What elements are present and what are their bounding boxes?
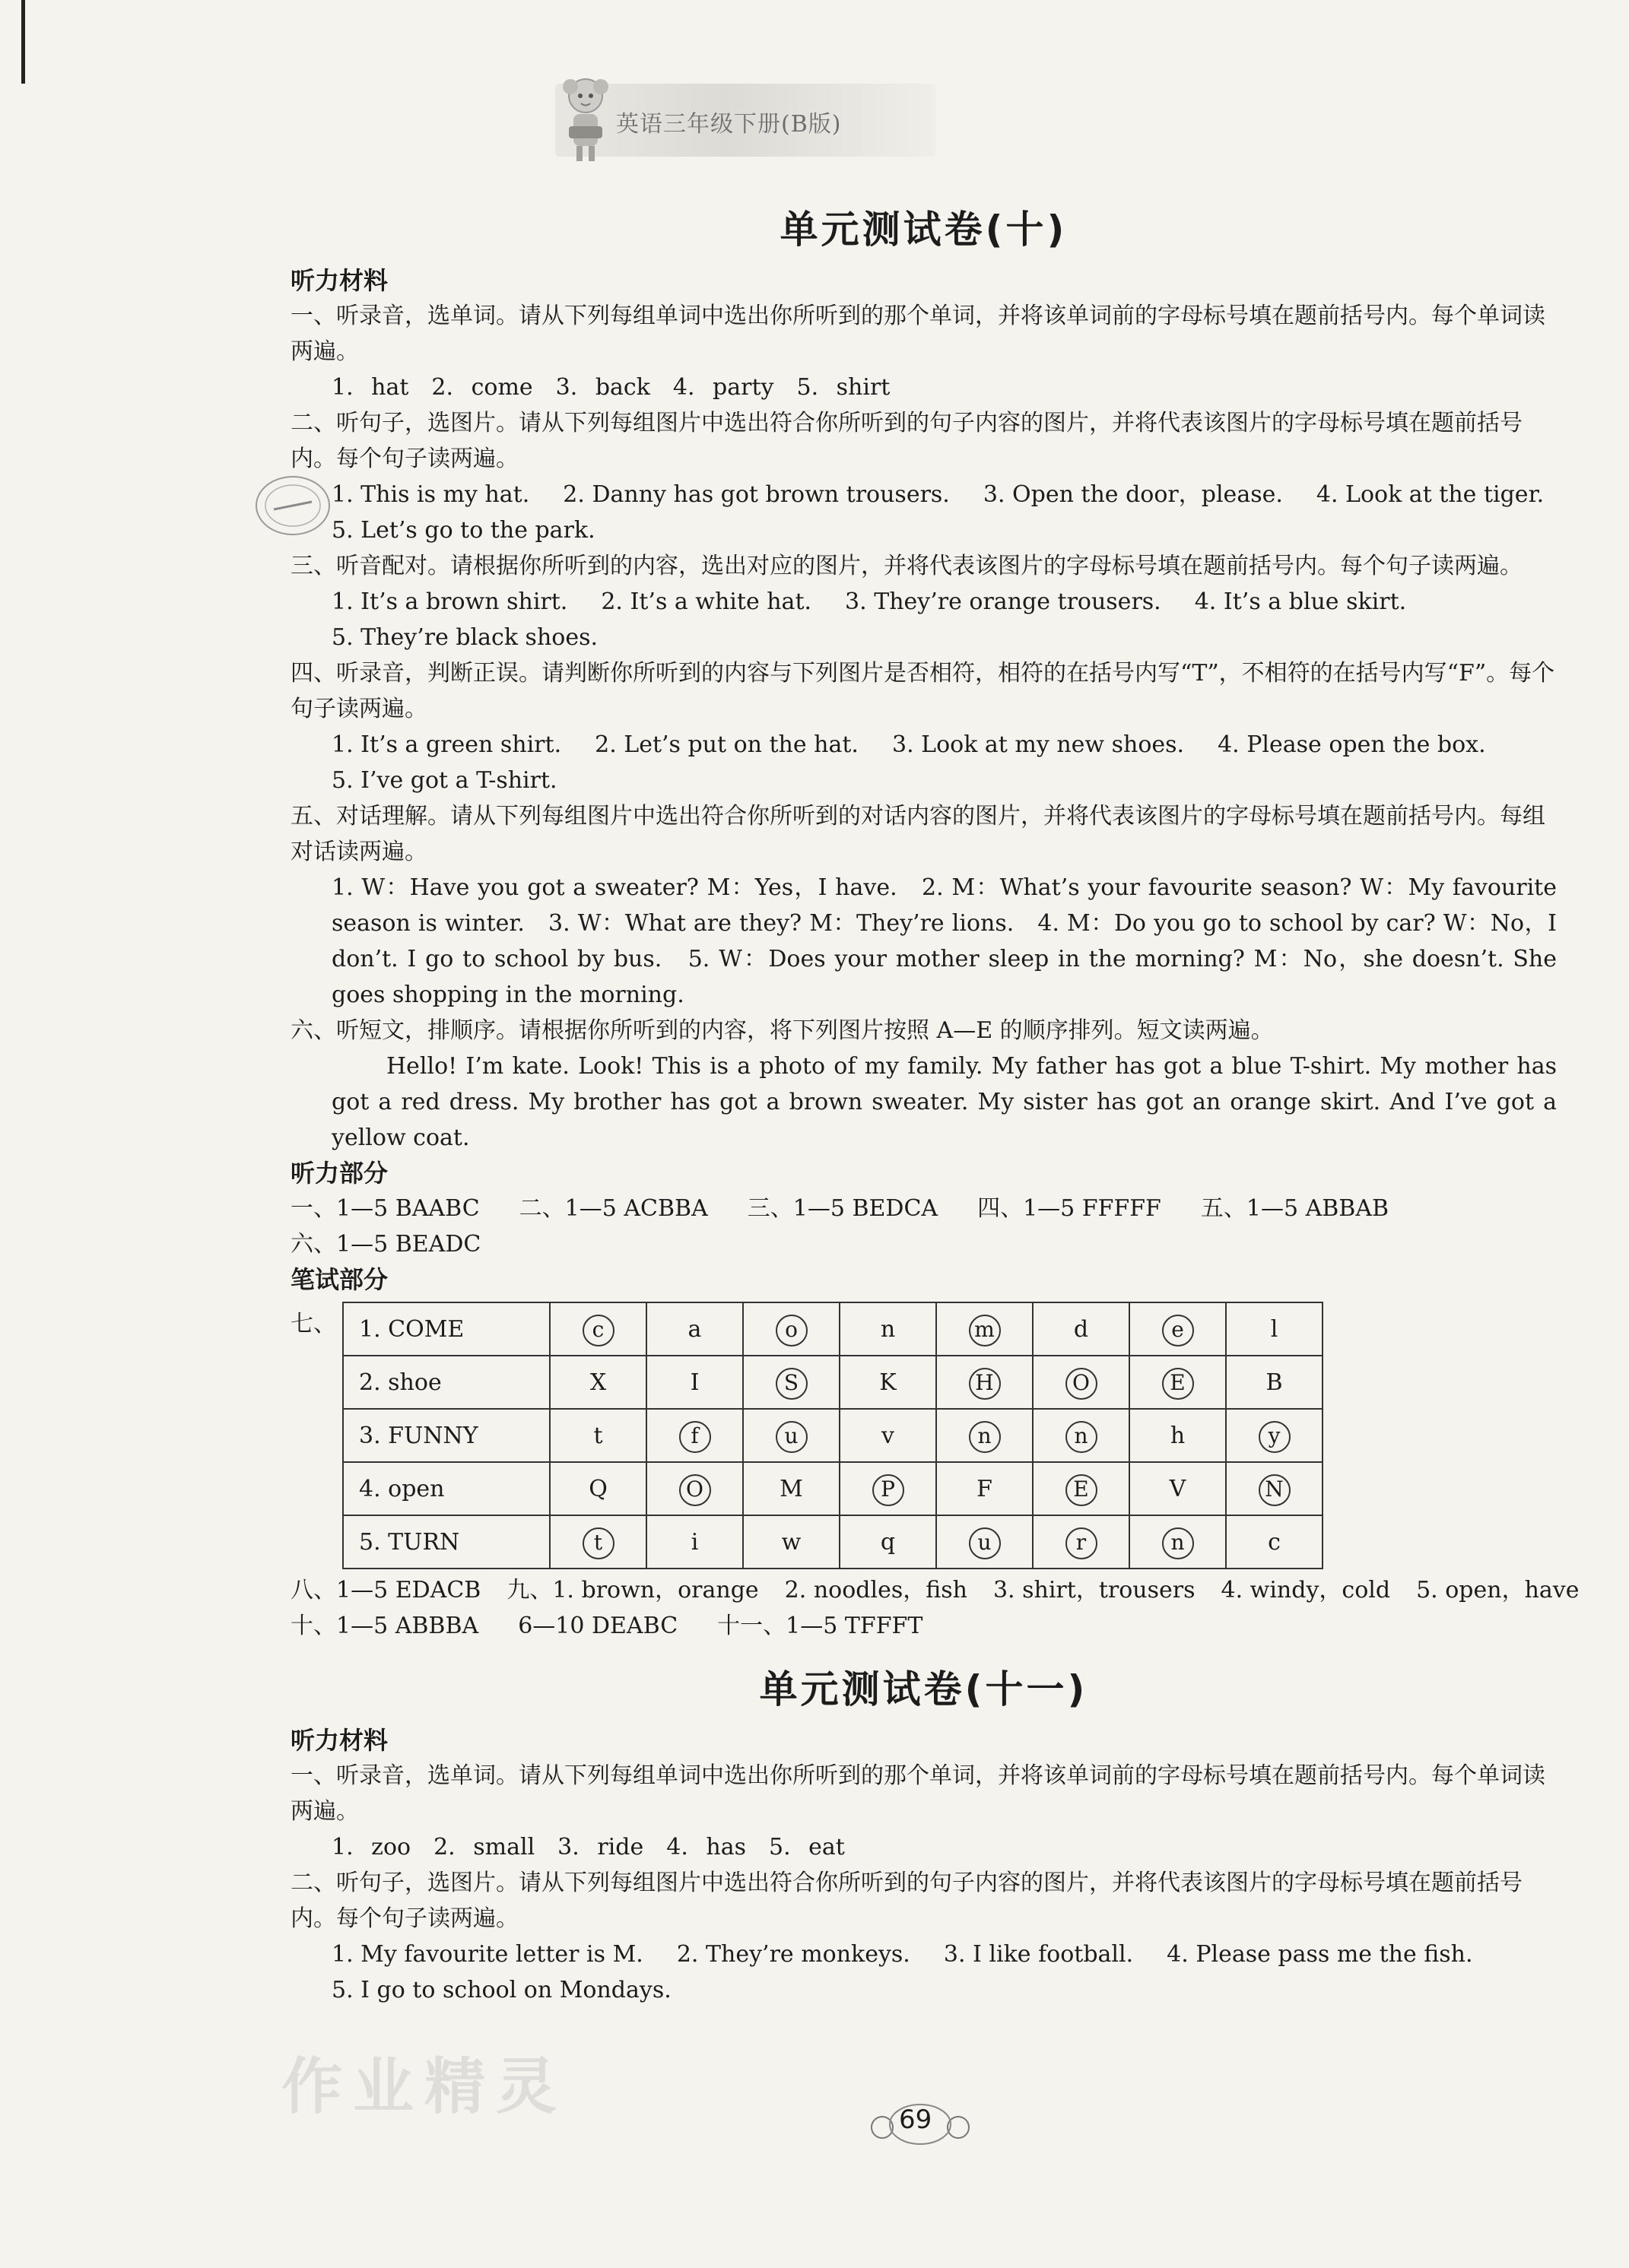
grid-letter-cell: X	[550, 1356, 646, 1409]
grid-letter-cell	[1129, 1302, 1226, 1356]
grid-word-cell: 4. open	[343, 1462, 550, 1515]
grid-word-cell: 1. COME	[343, 1302, 550, 1356]
circled-letter: E	[1162, 1368, 1194, 1400]
grid-letter-cell	[1033, 1462, 1129, 1515]
grid-letter-cell: V	[1129, 1462, 1226, 1515]
grid-letter-cell: n	[840, 1302, 936, 1356]
table-row	[343, 1515, 1323, 1569]
circled-letter: r	[1065, 1527, 1097, 1559]
grid-letter-cell	[1033, 1409, 1129, 1462]
list-item: 2. It’s a white hat.	[601, 588, 812, 615]
grid-letter-cell: a	[646, 1302, 743, 1356]
list-item: 1. My favourite letter is M.	[332, 1941, 643, 1968]
section-title-10: 单元测试卷(十)	[780, 208, 1068, 252]
question-1-items	[291, 370, 1557, 405]
answer-item: 4. windy，cold	[1221, 1577, 1391, 1603]
list-item: 4. has	[666, 1834, 746, 1860]
listening-material-label-2: 听力材料	[291, 1726, 389, 1755]
grid-letter-cell	[646, 1409, 743, 1462]
list-item: 5. They’re black shoes.	[332, 624, 599, 651]
grid-letter-cell	[1129, 1515, 1226, 1569]
circled-letter: u	[776, 1421, 808, 1453]
girl-illustration-icon	[555, 70, 616, 169]
grid-letter-cell: Q	[550, 1462, 646, 1515]
section-title-11: 单元测试卷(十一)	[759, 1667, 1088, 1711]
list-item: 5. shirt	[796, 374, 891, 401]
listening-material-label: 听力材料	[291, 266, 389, 295]
answer-item: 五、1—5 ABBAB	[1200, 1195, 1389, 1222]
grid-letter-cell: i	[646, 1515, 743, 1569]
answer-item: 二、1—5 ACBBA	[519, 1195, 708, 1222]
circled-letter: o	[776, 1315, 808, 1347]
list-item: 4. party	[672, 374, 774, 401]
grid-letter-cell: l	[1226, 1302, 1323, 1356]
grid-letter-cell	[936, 1515, 1033, 1569]
answer-item: 3. shirt，trousers	[992, 1577, 1196, 1603]
question-6-passage	[291, 1048, 1557, 1156]
circled-letter: H	[969, 1368, 1001, 1400]
question-7-block	[291, 1302, 1557, 1569]
grid-letter-cell: F	[936, 1462, 1033, 1515]
grid-letter-cell	[550, 1302, 646, 1356]
circled-letter: f	[679, 1421, 711, 1453]
answer-item: 三、1—5 BEDCA	[747, 1195, 938, 1222]
circled-letter: y	[1259, 1421, 1291, 1453]
answer-item: 八、1—5 EDACB	[291, 1577, 481, 1603]
answer-item: 十一、1—5 TFFFT	[717, 1613, 923, 1639]
grid-letter-cell	[936, 1302, 1033, 1356]
list-item: 3. Look at my new shoes.	[891, 731, 1185, 758]
list-item: 3. I like football.	[943, 1941, 1134, 1968]
list-item: 3. ride	[557, 1834, 644, 1860]
grid-letter-cell	[646, 1462, 743, 1515]
written-answers-line1	[291, 1572, 1580, 1608]
grid-letter-cell: M	[743, 1462, 840, 1515]
list-item: 4. Please open the box.	[1218, 731, 1486, 758]
grid-letter-cell: I	[646, 1356, 743, 1409]
list-item: 3. Open the door，please.	[983, 481, 1283, 508]
list-item: 1. This is my hat.	[332, 481, 530, 508]
listening-answers	[291, 1191, 1557, 1226]
listening-part-label: 听力部分	[291, 1159, 389, 1188]
letter-grid	[342, 1302, 1323, 1569]
question-4-instruction: 四、听录音，判断正误。请判断你所听到的内容与下列图片是否相符，相符的在括号内写“T”，不相符的在括号内写“F”。每个句子读两遍。	[291, 660, 1555, 722]
grid-word-cell: 3. FUNNY	[343, 1409, 550, 1462]
table-row	[343, 1302, 1323, 1356]
list-item: 4. Look at the tiger.	[1316, 481, 1545, 508]
question-6-instruction: 六、听短文，排顺序。请根据你所听到的内容，将下列图片按照 A—E 的顺序排列。短文读两遍。	[291, 1017, 1274, 1044]
grid-letter-cell: d	[1033, 1302, 1129, 1356]
list-item: 2. Danny has got brown trousers.	[563, 481, 950, 508]
list-item: 3. They’re orange trousers.	[845, 588, 1161, 615]
question-3-items	[291, 584, 1557, 655]
grid-letter-cell: t	[550, 1409, 646, 1462]
circled-letter: E	[1065, 1474, 1097, 1506]
circled-letter: N	[1259, 1474, 1291, 1506]
grid-letter-cell	[840, 1462, 936, 1515]
list-item: 2. Let’s put on the hat.	[595, 731, 859, 758]
written-part-label: 笔试部分	[291, 1265, 389, 1294]
grid-word-cell: 5. TURN	[343, 1515, 550, 1569]
question-3-instruction: 三、听音配对。请根据你所听到的内容，选出对应的图片，并将代表该图片的字母标号填在题前括号内。每个句子读两遍。	[291, 553, 1523, 579]
circled-letter: O	[679, 1474, 711, 1506]
grid-letter-cell	[936, 1409, 1033, 1462]
watermark: 作业精灵	[281, 2051, 567, 2122]
circled-letter: u	[969, 1527, 1001, 1559]
list-item: 1. hat	[332, 374, 409, 401]
grid-letter-cell	[1226, 1409, 1323, 1462]
list-item: 5. I’ve got a T-shirt.	[332, 767, 557, 794]
grid-letter-cell: q	[840, 1515, 936, 1569]
grid-letter-cell	[743, 1302, 840, 1356]
page-footer	[859, 2098, 981, 2152]
circled-letter: P	[872, 1474, 904, 1506]
page-header	[555, 70, 951, 169]
answer-item: 四、1—5 FFFFF	[977, 1195, 1161, 1222]
grid-letter-cell: c	[1226, 1515, 1323, 1569]
list-item: 4. It’s a blue skirt.	[1194, 588, 1407, 615]
written-answers-line2	[291, 1608, 1557, 1644]
page-content	[291, 199, 1580, 2008]
list-item: 1. It’s a brown shirt.	[332, 588, 568, 615]
grid-letter-cell	[936, 1356, 1033, 1409]
circled-letter: m	[969, 1315, 1001, 1347]
question-1-instruction: 一、听录音，选单词。请从下列每组单词中选出你所听到的那个单词，并将该单词前的字母标号填在题前括号内。每个单词读两遍。	[291, 303, 1545, 365]
answer-item: 一、1—5 BAABC	[291, 1195, 480, 1222]
circled-letter: c	[583, 1315, 614, 1347]
circled-letter: n	[1065, 1421, 1097, 1453]
question-5-dialogue: 1. W：Have you got a sweater? M：Yes，I have. 2. M：What’s your favourite season? W：My favourite season is winter. 3. W：What are they? M：They’re lions. 4. M：Do you go to school by car? W：No，I don’t. I go to school by bus. 5. W：Does your mother sleep in the morning? M：No，she doesn’t. She goes shopping in the morning.	[332, 874, 1557, 1008]
passage-text: Hello! I’m kate. Look! This is a photo of my family. My father has got a blue T-shirt. My mother has got a red dress. My brother has got a brown sweater. My sister has got an orange skirt. And I’ve got a yellow coat.	[332, 1053, 1557, 1151]
question-2-items	[291, 477, 1557, 548]
question-4-items	[291, 727, 1557, 798]
question-2-items-s2	[291, 1937, 1557, 2008]
grid-letter-cell	[743, 1409, 840, 1462]
grid-letter-cell	[1226, 1462, 1323, 1515]
question-1-items-s2	[291, 1829, 1557, 1865]
circled-letter: O	[1065, 1368, 1097, 1400]
list-item: 2. They’re monkeys.	[676, 1941, 910, 1968]
list-item: 5. Let’s go to the park.	[332, 517, 595, 544]
list-item: 1. zoo	[332, 1834, 411, 1860]
grid-letter-cell	[743, 1356, 840, 1409]
binding-line	[21, 0, 25, 84]
list-item: 2. come	[431, 374, 533, 401]
question-5-instruction: 五、对话理解。请从下列每组图片中选出符合你所听到的对话内容的图片，并将代表该图片的字母标号填在题前括号内。每组对话读两遍。	[291, 803, 1545, 865]
circled-letter: n	[969, 1421, 1001, 1453]
circled-letter: t	[583, 1527, 614, 1559]
table-row	[343, 1409, 1323, 1462]
question-2-instruction: 二、听句子，选图片。请从下列每组图片中选出符合你所听到的句子内容的图片，并将代表该图片的字母标号填在题前括号内。每个句子读两遍。	[291, 410, 1523, 472]
answer-item: 九、1. brown，orange	[506, 1577, 759, 1603]
question-7-label: 七、	[291, 1311, 336, 1337]
grid-word-cell: 2. shoe	[343, 1356, 550, 1409]
grid-letter-cell	[550, 1515, 646, 1569]
table-row	[343, 1356, 1323, 1409]
grid-letter-cell	[1033, 1515, 1129, 1569]
circled-letter: S	[776, 1368, 808, 1400]
list-item: 5. I go to school on Mondays.	[332, 1977, 672, 2003]
grid-letter-cell	[1129, 1356, 1226, 1409]
grid-letter-cell: B	[1226, 1356, 1323, 1409]
list-item: 3. back	[555, 374, 650, 401]
answer-item: 2. noodles，fish	[784, 1577, 967, 1603]
list-item: 2. small	[433, 1834, 535, 1860]
grid-letter-cell: K	[840, 1356, 936, 1409]
list-item: 4. Please pass me the fish.	[1167, 1941, 1473, 1968]
list-item: 5. eat	[769, 1834, 845, 1860]
answer-item: 5. open，have	[1416, 1577, 1580, 1603]
grid-letter-cell: v	[840, 1409, 936, 1462]
grid-letter-cell	[1033, 1356, 1129, 1409]
question-1-instruction-s2: 一、听录音，选单词。请从下列每组单词中选出你所听到的那个单词，并将该单词前的字母标号填在题前括号内。每个单词读两遍。	[291, 1762, 1545, 1825]
question-2-instruction-s2: 二、听句子，选图片。请从下列每组图片中选出符合你所听到的句子内容的图片，并将代表该图片的字母标号填在题前括号内。每个句子读两遍。	[291, 1870, 1523, 1932]
answer-item: 十、1—5 ABBBA	[291, 1613, 479, 1639]
grid-letter-cell: w	[743, 1515, 840, 1569]
page-number: 69	[899, 2105, 932, 2135]
listening-answers-line2: 六、1—5 BEADC	[291, 1231, 481, 1258]
list-item: 1. It’s a green shirt.	[332, 731, 562, 758]
circled-letter: n	[1162, 1527, 1194, 1559]
book-title: 英语三年级下册(B版)	[616, 111, 842, 138]
table-row	[343, 1462, 1323, 1515]
grid-letter-cell: h	[1129, 1409, 1226, 1462]
circled-letter: e	[1162, 1315, 1194, 1347]
answer-item: 6—10 DEABC	[518, 1613, 678, 1639]
